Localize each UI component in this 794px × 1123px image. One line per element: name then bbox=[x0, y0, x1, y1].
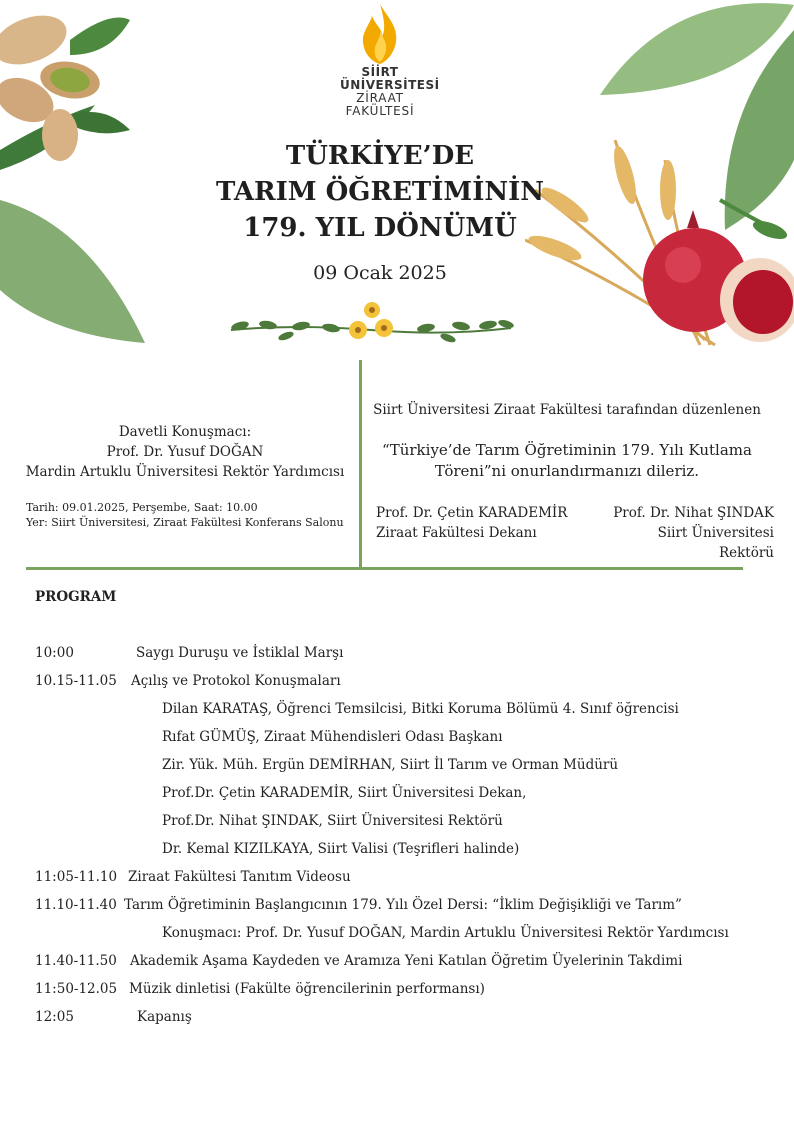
signatory-name: Prof. Dr. Çetin KARADEMİR bbox=[376, 505, 568, 521]
speaker-title: Mardin Artuklu Üniversitesi Rektör Yardımcısı bbox=[25, 464, 345, 480]
university-logo bbox=[340, 2, 440, 118]
title-line-2: TARIM ÖĞRETİMİNİN bbox=[215, 177, 545, 207]
program-time: 10.15-11.05 bbox=[35, 673, 117, 689]
program-heading: PROGRAM bbox=[35, 589, 117, 605]
event-title bbox=[180, 138, 580, 246]
vertical-divider bbox=[359, 360, 362, 570]
program-time: 11.10-11.40 bbox=[35, 897, 117, 913]
program-text: Konuşmacı: Prof. Dr. Yusuf DOĞAN, Mardin Artuklu Üniversitesi Rektör Yardımcısı bbox=[162, 925, 729, 941]
program-time: 12:05 bbox=[35, 1009, 74, 1025]
speaker-name: Prof. Dr. Yusuf DOĞAN bbox=[106, 444, 264, 460]
invitation-line-2: Töreni”ni onurlandırmanızı dileriz. bbox=[434, 462, 700, 480]
event-info bbox=[26, 500, 344, 530]
flame-icon bbox=[358, 2, 402, 66]
program-text: Ziraat Fakültesi Tanıtım Videosu bbox=[128, 869, 351, 885]
program-row bbox=[162, 757, 618, 773]
logo-line-1: SİİRT bbox=[361, 65, 399, 79]
program-text: Saygı Duruşu ve İstiklal Marşı bbox=[136, 645, 344, 661]
event-date: 09 Ocak 2025 bbox=[313, 262, 447, 284]
event-when: Tarih: 09.01.2025, Perşembe, Saat: 10.00 bbox=[26, 501, 258, 514]
program-text: Dilan KARATAŞ, Öğrenci Temsilcisi, Bitki Koruma Bölümü 4. Sınıf öğrencisi bbox=[162, 701, 679, 717]
signatory-rector bbox=[600, 503, 774, 563]
program-text: Tarım Öğretiminin Başlangıcının 179. Yılı Özel Dersi: “İklim Değişikliği ve Tarım” bbox=[124, 897, 682, 913]
program-text: Kapanış bbox=[137, 1009, 192, 1025]
leaf-left-decoration bbox=[0, 195, 150, 345]
program-time: 11:05-11.10 bbox=[35, 869, 118, 885]
program-text: Prof.Dr. Çetin KARADEMİR, Siirt Üniversitesi Dekan, bbox=[162, 785, 527, 801]
program-time: 11.40-11.50 bbox=[35, 953, 117, 969]
program-row bbox=[162, 729, 503, 745]
horizontal-divider bbox=[26, 567, 743, 570]
program-row bbox=[162, 925, 729, 941]
speaker-label: Davetli Konuşmacı: bbox=[118, 424, 252, 440]
pistachio-illustration bbox=[0, 0, 140, 175]
program-time: 10:00 bbox=[35, 645, 74, 661]
signatory-role: Siirt Üniversitesi Rektörü bbox=[657, 525, 774, 561]
signatory-role: Ziraat Fakültesi Dekanı bbox=[376, 525, 537, 541]
program-row bbox=[162, 841, 519, 857]
title-line-3: 179. YIL DÖNÜMÜ bbox=[243, 213, 517, 243]
program-text: Zir. Yük. Müh. Ergün DEMİRHAN, Siirt İl Tarım ve Orman Müdürü bbox=[162, 757, 619, 773]
organizer-line: Siirt Üniversitesi Ziraat Fakültesi tarafından düzenlenen bbox=[373, 402, 761, 418]
program-text: Rıfat GÜMÜŞ, Ziraat Mühendisleri Odası Başkanı bbox=[162, 729, 503, 745]
signatory-dean bbox=[376, 503, 567, 543]
guest-speaker-block bbox=[20, 422, 350, 482]
program-text: Prof.Dr. Nihat ŞINDAK, Siirt Üniversitesi Rektörü bbox=[162, 813, 503, 829]
invitation-line-1: “Türkiye’de Tarım Öğretiminin 179. Yılı Kutlama bbox=[382, 441, 752, 459]
invitation-text bbox=[372, 440, 762, 482]
logo-line-3: ZİRAAT FAKÜLTESİ bbox=[345, 91, 415, 118]
signatory-name: Prof. Dr. Nihat ŞINDAK bbox=[613, 505, 774, 521]
program-row bbox=[162, 785, 526, 801]
program-text: Akademik Aşama Kaydeden ve Aramıza Yeni Katılan Öğretim Üyelerinin Takdimi bbox=[130, 953, 683, 969]
title-line-1: TÜRKİYE’DE bbox=[285, 141, 475, 171]
floral-vine-ornament bbox=[226, 298, 516, 350]
program-text: Dr. Kemal KIZILKAYA, Siirt Valisi (Teşrifleri halinde) bbox=[162, 841, 520, 857]
program-text: Açılış ve Protokol Konuşmaları bbox=[131, 673, 341, 689]
program-text: Müzik dinletisi (Fakülte öğrencilerinin performansı) bbox=[129, 981, 485, 997]
event-where: Yer: Siirt Üniversitesi, Ziraat Fakültesi Konferans Salonu bbox=[26, 516, 344, 529]
program-row bbox=[162, 813, 503, 829]
logo-line-2: ÜNİVERSİTESİ bbox=[340, 78, 440, 92]
program-time: 11:50-12.05 bbox=[35, 981, 118, 997]
program-row bbox=[162, 701, 679, 717]
